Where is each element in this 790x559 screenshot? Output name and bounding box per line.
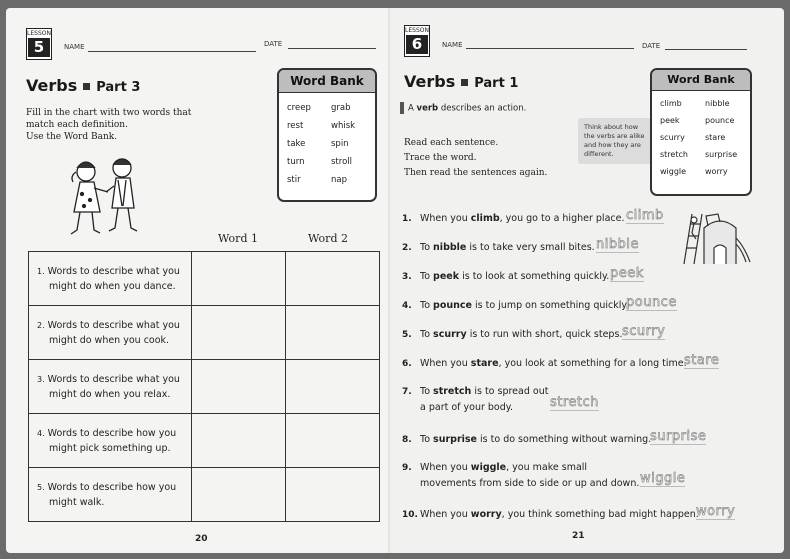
answer-cell-word2[interactable]	[286, 306, 380, 360]
page-title	[26, 76, 140, 95]
chart-row	[29, 468, 380, 522]
answer-cell-word1[interactable]	[192, 360, 286, 414]
instruction-line: match each definition.	[26, 120, 128, 130]
page-right	[390, 8, 784, 553]
word-bank-item: rest	[287, 121, 304, 131]
title-text: Verbs	[404, 72, 456, 91]
answer-cell-word1[interactable]	[192, 306, 286, 360]
word-bank-item: worry	[705, 167, 728, 176]
date-line[interactable]	[288, 48, 376, 49]
square-bullet-icon	[461, 79, 468, 86]
trace-word[interactable]: scurry	[622, 324, 666, 339]
word-bank-item: nap	[331, 175, 347, 185]
word-bank	[277, 68, 377, 202]
instruction-line: Trace the word.	[404, 153, 477, 163]
sentence-9: 9. When you wiggle, you make small movements from side to side or up and down.	[402, 462, 640, 489]
word-bank-item: stare	[705, 133, 726, 142]
definition-chart	[28, 251, 380, 522]
word-bank-item: take	[287, 139, 306, 149]
chart-row	[29, 360, 380, 414]
definition-cell: 5. Words to describe how you might walk.	[29, 468, 192, 522]
word-bank	[650, 68, 752, 196]
chart-row	[29, 306, 380, 360]
instructions	[26, 107, 191, 143]
think-note: Think about how the verbs are alike and how they are different.	[578, 118, 660, 164]
word-bank-item: peek	[660, 116, 680, 125]
page-title	[404, 72, 518, 91]
sentence-6: 6. When you stare, you look at something for a long time.	[402, 358, 687, 369]
lesson-word: LESSON	[27, 30, 51, 37]
word-bank-item: climb	[660, 99, 682, 108]
definition-cell: 4. Words to describe how you might pick something up.	[29, 414, 192, 468]
page-number: 21	[572, 531, 585, 541]
instruction-line: Read each sentence.	[404, 138, 499, 148]
answer-cell-word1[interactable]	[192, 468, 286, 522]
word-bank-column	[660, 95, 705, 180]
word-bank-item: pounce	[705, 116, 735, 125]
word-bank-item: whisk	[331, 121, 356, 131]
definition-cell: 2. Words to describe what you might do when you cook.	[29, 306, 192, 360]
lesson-badge	[404, 25, 430, 57]
trace-word[interactable]: worry	[696, 504, 736, 519]
word-bank-item: stir	[287, 175, 301, 185]
answer-cell-word2[interactable]	[286, 414, 380, 468]
word-bank-title: Word Bank	[652, 70, 750, 91]
instructions	[404, 136, 547, 181]
instruction-line: Then read the sentences again.	[404, 168, 548, 178]
trace-word[interactable]: wiggle	[640, 471, 686, 486]
sentence-1: 1. When you climb, you go to a higher place.	[402, 213, 625, 224]
word-bank-item: spin	[331, 139, 349, 149]
instruction-line: Fill in the chart with two words that	[26, 108, 192, 118]
column-header-word2: Word 2	[308, 232, 348, 245]
answer-cell-word2[interactable]	[286, 252, 380, 306]
part-label: Part 3	[96, 80, 141, 95]
word-bank-column	[331, 99, 375, 189]
trace-word[interactable]: surprise	[650, 429, 707, 444]
answer-cell-word2[interactable]	[286, 468, 380, 522]
sentence-4: 4. To pounce is to jump on something quickly.	[402, 300, 629, 311]
definition-cell: 3. Words to describe what you might do when you relax.	[29, 360, 192, 414]
sentence-7: 7. To stretch is to spread out a part of your body.	[402, 386, 549, 413]
trace-word[interactable]: stare	[684, 353, 720, 368]
title-text: Verbs	[26, 76, 78, 95]
word-bank-item: scurry	[660, 133, 685, 142]
definition-cell: 1. Words to describe what you might do when you dance.	[29, 252, 192, 306]
lesson-number: 5	[28, 38, 50, 57]
word-bank-item: stretch	[660, 150, 688, 159]
sentence-2: 2. To nibble is to take very small bites.	[402, 242, 595, 253]
dancing-kids-illustration	[64, 154, 148, 246]
trace-word[interactable]: climb	[626, 208, 664, 223]
column-header-word1: Word 1	[218, 232, 258, 245]
word-bank-item: turn	[287, 157, 305, 167]
trace-word[interactable]: pounce	[626, 295, 677, 310]
word-bank-item: stroll	[331, 157, 352, 167]
sentence-8: 8. To surprise is to do something without warning.	[402, 434, 652, 445]
trace-word[interactable]: nibble	[596, 237, 639, 252]
sentence-5: 5. To scurry is to run with short, quick steps.	[402, 329, 623, 340]
date-label: DATE	[642, 42, 661, 50]
name-line[interactable]	[466, 48, 634, 49]
lesson-word: LESSON	[405, 27, 429, 34]
playground-slide-illustration	[678, 208, 752, 266]
sentence-10: 10. When you worry, you think something bad might happen.	[402, 509, 699, 520]
trace-word[interactable]: stretch	[550, 395, 599, 410]
square-bullet-icon	[83, 83, 90, 90]
answer-cell-word1[interactable]	[192, 252, 286, 306]
word-bank-item: nibble	[705, 99, 730, 108]
verb-definition: A verb describes an action.	[400, 102, 526, 114]
word-bank-item: wiggle	[660, 167, 687, 176]
answer-cell-word1[interactable]	[192, 414, 286, 468]
trace-word[interactable]: peek	[610, 266, 644, 281]
name-line[interactable]	[88, 51, 256, 52]
lesson-number: 6	[406, 35, 428, 54]
chart-row	[29, 252, 380, 306]
part-label: Part 1	[474, 76, 519, 91]
word-bank-title: Word Bank	[279, 70, 375, 93]
date-label: DATE	[264, 40, 283, 48]
name-label: NAME	[442, 41, 463, 49]
date-line[interactable]	[665, 49, 747, 50]
definition-bar	[400, 102, 404, 114]
chart-row	[29, 414, 380, 468]
lesson-badge	[26, 28, 52, 60]
sentence-3: 3. To peek is to look at something quickly.	[402, 271, 610, 282]
word-bank-column	[705, 95, 750, 180]
page-left	[6, 8, 388, 553]
word-bank-item: surprise	[705, 150, 738, 159]
word-bank-item: creep	[287, 103, 311, 113]
name-label: NAME	[64, 43, 85, 51]
word-bank-column	[287, 99, 331, 189]
page-number: 20	[195, 534, 208, 544]
instruction-line: Use the Word Bank.	[26, 132, 118, 142]
answer-cell-word2[interactable]	[286, 360, 380, 414]
word-bank-item: grab	[331, 103, 351, 113]
